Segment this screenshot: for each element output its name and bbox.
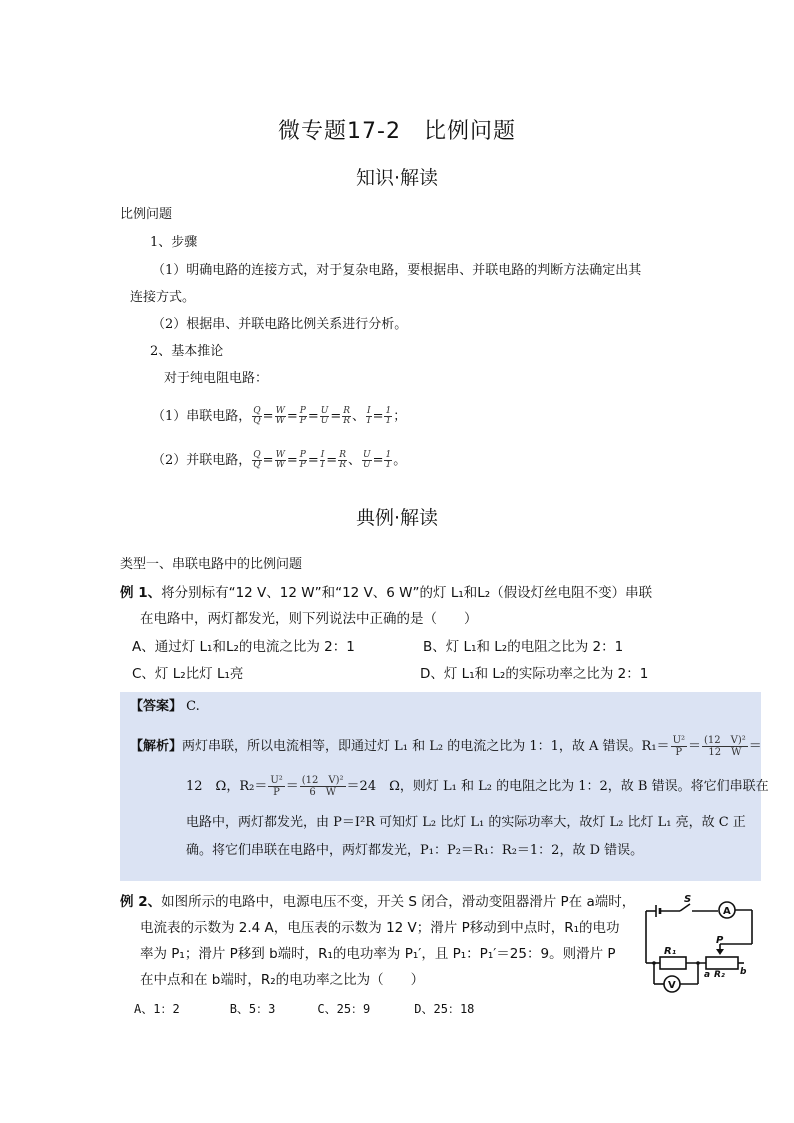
ex1-question-line2: 在电路中，两灯都发光，则下列说法中正确的是（ ）: [140, 611, 478, 627]
parallel-frac-w: $\frac{W}{W}$: [275, 450, 285, 470]
step1-line1: （1）明确电路的连接方式，对于复杂电路，要根据串、并联电路的判断方法确定出其: [152, 263, 642, 278]
steps-title: 1、步骤: [150, 235, 198, 250]
page-title: 微专题17-2 比例问题: [278, 119, 516, 144]
section-examples-heading: 典例·解读: [355, 507, 439, 529]
ex2-circuit-diagram: [640, 893, 762, 999]
section-knowledge-heading: 知识·解读: [355, 167, 439, 189]
series-frac-u: $\frac{U}{U}$: [320, 406, 329, 426]
ex1-option-d: D、灯 L₁和 L₂的实际功率之比为 2：1: [420, 666, 649, 682]
ex2-question-line1: 例 2、如图所示的电路中，电源电压不变，开关 S 闭合，滑动变阻器滑片 P在 a端时，: [120, 894, 636, 910]
topic-heading: 比例问题: [120, 207, 173, 222]
ex2-question-line3: 率为 P₁；滑片 P移到 b端时，R₁的电功率为 P₁′，且 P₁：P₁′＝25：9。则滑片 P: [140, 946, 616, 962]
junction-dot: [652, 961, 656, 965]
ex1-option-b: B、灯 L₁和 L₂的电阻之比为 2：1: [423, 639, 624, 655]
type1-heading: 类型一、串联电路中的比例问题: [120, 557, 303, 572]
label-a: a: [704, 970, 711, 980]
ex2-question-line2: 电流表的示数为 2.4 A，电压表的示数为 12 V；滑片 P移动到中点时，R₁的电功: [140, 920, 620, 936]
resistor-r1: [660, 957, 686, 969]
parallel-frac-u: $\frac{U}{U}$: [362, 450, 371, 470]
parallel-frac-one: $\frac{1}{1}$: [385, 450, 392, 470]
parallel-frac-r: $\frac{R}{R}$: [339, 450, 346, 470]
analysis-tag: 【解析】: [130, 739, 183, 754]
ex1-frac-u2-p: $\frac{\text{U²}}{P}$: [672, 735, 685, 758]
parallel-frac-p: $\frac{P}{P}$: [299, 450, 306, 470]
slider-arrow-icon: [716, 949, 724, 955]
pure-resistance-note: 对于纯电阻电路：: [164, 371, 269, 386]
step2: （2）根据串、并联电路比例关系进行分析。: [152, 317, 408, 332]
ex1-frac-u2-p-2: $\frac{\text{U²}}{P}$: [270, 775, 283, 798]
ex2-option-d: D、25：18: [414, 1002, 475, 1016]
series-frac-r: $\frac{R}{R}$: [343, 406, 350, 426]
series-frac-p: $\frac{P}{P}$: [299, 406, 306, 426]
ex1-label: 例 1、: [120, 585, 162, 601]
series-label: （1）串联电路，: [152, 409, 252, 424]
step1-line2: 连接方式。: [130, 290, 196, 305]
ex2-label: 例 2、: [120, 894, 162, 910]
ex1-analysis-line4: 确。将它们串联在电路中，两灯都发光，P₁：P₂＝R₁：R₂＝1：2，故 D 错误。: [186, 843, 644, 858]
series-frac-i: $\frac{I}{I}$: [367, 406, 371, 426]
rheostat-r2: [706, 957, 738, 969]
ex2-option-a: A、1：2: [134, 1002, 180, 1016]
ex1-frac-r2-value: $\frac{\text{(12 V)²}}{6 W}$: [301, 775, 344, 798]
ex1-option-c: C、灯 L₂比灯 L₁亮: [132, 666, 244, 682]
parallel-frac-i: $\frac{I}{I}$: [320, 450, 325, 470]
ex1-answer: 【答案】 C.: [130, 699, 200, 714]
label-b: b: [740, 967, 747, 977]
parallel-frac-q: $\frac{Q}{Q}$: [253, 450, 261, 470]
ex1-question-line1: 例 1、将分别标有“12 V、12 W”和“12 V、6 W”的灯 L₁和L₂（假设灯丝电阻不变）串联: [120, 585, 653, 601]
label-r2: R₂: [714, 970, 725, 980]
ex2-options: [134, 1000, 474, 1018]
series-frac-one: $\frac{1}{1}$: [385, 406, 392, 426]
ex1-option-a: A、通过灯 L₁和L₂的电流之比为 2：1: [132, 639, 355, 655]
inference-title: 2、基本推论: [150, 344, 224, 359]
series-frac-q: $\frac{Q}{Q}$: [253, 406, 261, 426]
series-frac-w: $\frac{W}{W}$: [275, 406, 285, 426]
junction-dot: [696, 961, 700, 965]
label-ammeter: A: [723, 906, 731, 917]
ex2-option-c: C、25：9: [317, 1002, 371, 1016]
ex2-question-line4: 在中点和在 b端时，R₂的电功率之比为（ ）: [140, 972, 425, 988]
ex1-analysis-line1: 【解析】两灯串联，所以电流相等，即通过灯 L₁ 和 L₂ 的电流之比为 1：1，故 A 错误。R₁＝ $\frac{\text{U²}}{P}$ ＝ $\frac{\text{(12 V)²}}{12 W}$ ＝: [130, 735, 762, 758]
ex2-option-b: B、5：3: [229, 1002, 276, 1016]
label-switch: S: [684, 894, 692, 905]
answer-tag: 【答案】: [130, 699, 183, 714]
label-p: P: [716, 935, 724, 946]
label-r1: R₁: [664, 946, 677, 957]
series-formula: （1）串联电路， $\frac{Q}{Q}$ = $\frac{W}{W}$ = $\frac{P}{P}$ = $\frac{U}{U}$ = $\frac{R}{R}$ 、 $\frac{I}{I}$ = $\frac{1}{1}$ ；: [152, 406, 407, 426]
switch-blade: [680, 904, 690, 911]
ex1-analysis-line3: 电路中，两灯都发光，由 P＝I²R 可知灯 L₂ 比灯 L₁ 的实际功率大，故灯 L₂ 比灯 L₁ 亮，故 C 正: [186, 815, 746, 830]
parallel-formula: （2）并联电路， $\frac{Q}{Q}$ = $\frac{W}{W}$ = $\frac{P}{P}$ = $\frac{I}{I}$ = $\frac{R}{R}$ 、 $\frac{U}{U}$ = $\frac{1}{1}$ 。: [152, 450, 407, 470]
label-voltmeter: V: [668, 980, 676, 991]
ex1-analysis-line2: 12 Ω，R₂＝ $\frac{\text{U²}}{P}$ ＝ $\frac{\text{(12 V)²}}{6 W}$ ＝24 Ω，则灯 L₁ 和 L₂ 的电阻之比为 1：2，故 B 错误。将它们串联在: [186, 775, 769, 798]
parallel-label: （2）并联电路，: [152, 453, 252, 468]
ex1-frac-r1-value: $\frac{\text{(12 V)²}}{12 W}$: [704, 735, 746, 758]
